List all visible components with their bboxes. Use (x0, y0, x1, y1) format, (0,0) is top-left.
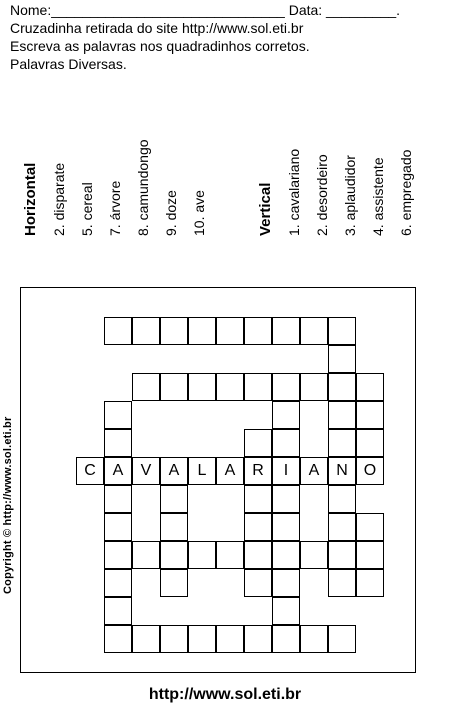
empty-cell[interactable] (272, 597, 300, 625)
vertical-heading: Vertical (257, 182, 274, 236)
empty-cell[interactable] (272, 429, 300, 457)
source-line: Cruzadinha retirada do site http://www.sol.eti.br (10, 20, 304, 36)
empty-cell[interactable] (244, 317, 272, 345)
empty-cell[interactable] (272, 485, 300, 513)
empty-cell[interactable] (132, 541, 160, 569)
empty-cell[interactable] (216, 373, 244, 401)
horizontal-heading: Horizontal (22, 162, 39, 236)
empty-cell[interactable] (160, 541, 188, 569)
empty-cell[interactable] (356, 569, 384, 597)
empty-cell[interactable] (160, 625, 188, 653)
letter-cell: O (356, 457, 384, 485)
horizontal-clues (22, 139, 208, 236)
empty-cell[interactable] (272, 541, 300, 569)
horizontal-clue: 7. árvore (107, 180, 123, 236)
empty-cell[interactable] (300, 317, 328, 345)
vertical-clue: 2. desordeiro (314, 154, 330, 236)
empty-cell[interactable] (356, 373, 384, 401)
letter-cell: A (160, 457, 188, 485)
empty-cell[interactable] (328, 625, 356, 653)
letter-cell: V (132, 457, 160, 485)
empty-cell[interactable] (356, 513, 384, 541)
empty-cell[interactable] (160, 569, 188, 597)
horizontal-clue: 9. doze (163, 190, 179, 236)
empty-cell[interactable] (216, 541, 244, 569)
empty-cell[interactable] (188, 317, 216, 345)
empty-cell[interactable] (104, 485, 132, 513)
empty-cell[interactable] (160, 317, 188, 345)
empty-cell[interactable] (244, 625, 272, 653)
instructions-line: Escreva as palavras nos quadradinhos corretos. (10, 38, 310, 54)
empty-cell[interactable] (104, 569, 132, 597)
empty-cell[interactable] (160, 485, 188, 513)
empty-cell[interactable] (104, 317, 132, 345)
empty-cell[interactable] (188, 373, 216, 401)
empty-cell[interactable] (272, 401, 300, 429)
empty-cell[interactable] (132, 373, 160, 401)
vertical-clue: 4. assistente (370, 157, 386, 236)
empty-cell[interactable] (188, 625, 216, 653)
empty-cell[interactable] (356, 401, 384, 429)
empty-cell[interactable] (244, 485, 272, 513)
empty-cell[interactable] (328, 513, 356, 541)
empty-cell[interactable] (132, 317, 160, 345)
horizontal-clue: 10. ave (191, 190, 207, 236)
empty-cell[interactable] (328, 569, 356, 597)
empty-cell[interactable] (160, 373, 188, 401)
letter-cell: A (216, 457, 244, 485)
vertical-clue: 3. aplaudidor (342, 155, 358, 236)
empty-cell[interactable] (300, 625, 328, 653)
vertical-clue: 6. empregado (398, 149, 414, 236)
theme-line: Palavras Diversas. (10, 56, 127, 72)
empty-cell[interactable] (104, 597, 132, 625)
empty-cell[interactable] (328, 485, 356, 513)
footer-url: http://www.sol.eti.br (148, 686, 302, 703)
empty-cell[interactable] (104, 401, 132, 429)
empty-cell[interactable] (104, 541, 132, 569)
letter-cell: I (272, 457, 300, 485)
letter-cell: C (76, 457, 104, 485)
empty-cell[interactable] (244, 541, 272, 569)
empty-cell[interactable] (300, 373, 328, 401)
empty-cell[interactable] (300, 541, 328, 569)
empty-cell[interactable] (244, 569, 272, 597)
letter-cell: A (300, 457, 328, 485)
empty-cell[interactable] (328, 401, 356, 429)
empty-cell[interactable] (244, 429, 272, 457)
empty-cell[interactable] (104, 625, 132, 653)
letter-cell: A (104, 457, 132, 485)
horizontal-clue: 5. cereal (79, 182, 95, 236)
letter-cell: L (188, 457, 216, 485)
empty-cell[interactable] (216, 625, 244, 653)
empty-cell[interactable] (104, 429, 132, 457)
empty-cell[interactable] (216, 317, 244, 345)
empty-cell[interactable] (356, 541, 384, 569)
horizontal-clue: 2. disparate (51, 162, 67, 236)
empty-cell[interactable] (244, 513, 272, 541)
empty-cell[interactable] (328, 345, 356, 373)
vertical-clues (257, 149, 415, 236)
empty-cell[interactable] (272, 317, 300, 345)
empty-cell[interactable] (328, 541, 356, 569)
copyright-text: Copyright © http://www.sol.eti.br (2, 416, 14, 594)
empty-cell[interactable] (272, 625, 300, 653)
empty-cell[interactable] (328, 429, 356, 457)
letter-cell: R (244, 457, 272, 485)
empty-cell[interactable] (104, 513, 132, 541)
name-date-line: Nome:______________________________ Data: _________. (10, 2, 401, 18)
empty-cell[interactable] (356, 429, 384, 457)
horizontal-clue: 8. camundongo (135, 139, 151, 236)
empty-cell[interactable] (244, 373, 272, 401)
empty-cell[interactable] (132, 625, 160, 653)
empty-cell[interactable] (188, 541, 216, 569)
empty-cell[interactable] (328, 317, 356, 345)
empty-cell[interactable] (160, 513, 188, 541)
letter-cell: N (328, 457, 356, 485)
empty-cell[interactable] (272, 373, 300, 401)
empty-cell[interactable] (272, 569, 300, 597)
empty-cell[interactable] (328, 373, 356, 401)
vertical-clue: 1. cavalariano (286, 148, 302, 236)
empty-cell[interactable] (272, 513, 300, 541)
